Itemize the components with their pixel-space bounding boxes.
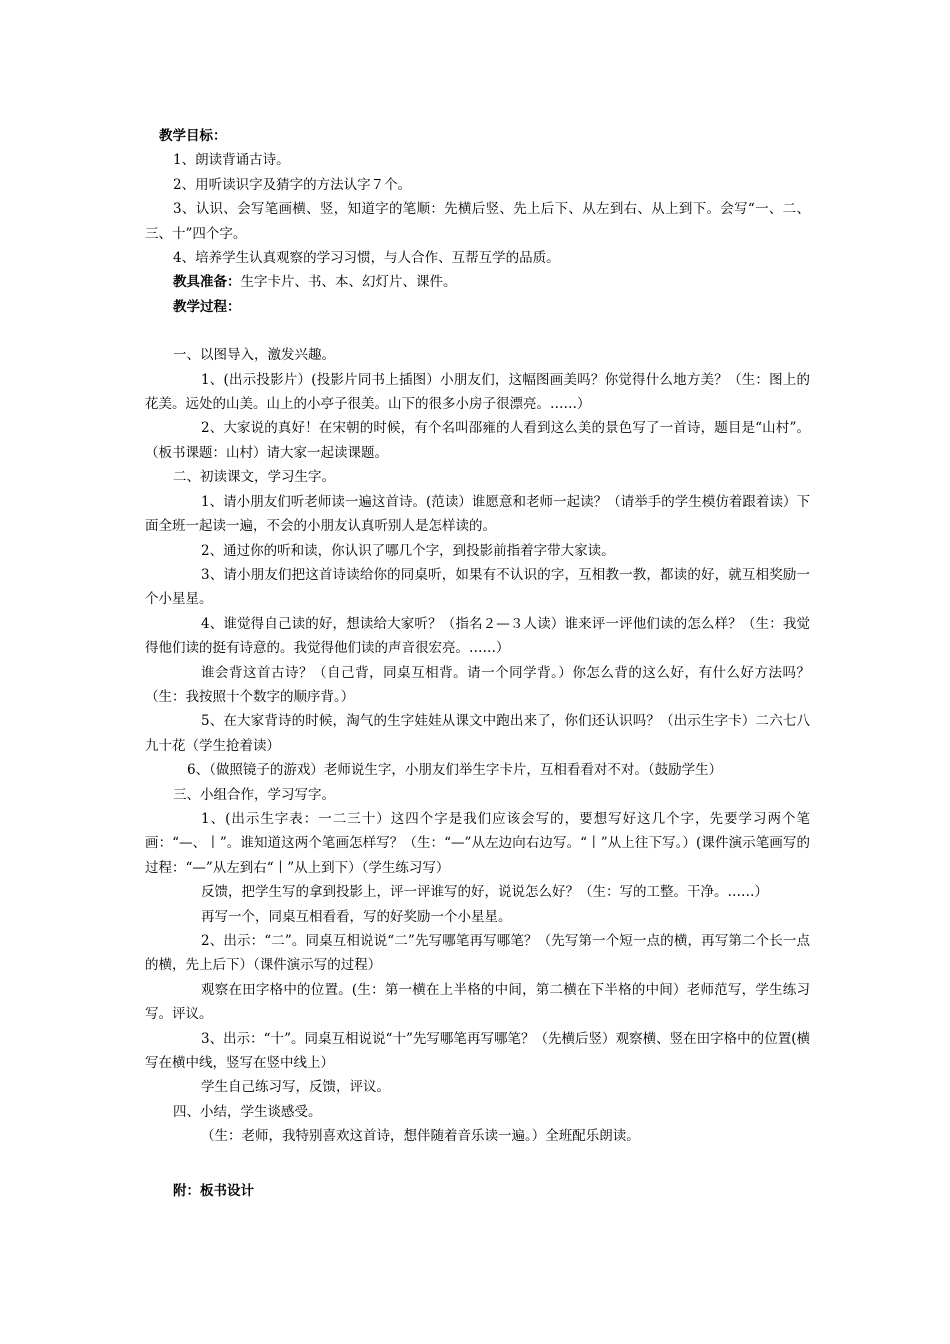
process-heading: 教学过程： <box>173 298 241 315</box>
appendix-heading: 附：板书设计 <box>173 1182 254 1199</box>
section-2-para-4: 4、谁觉得自己读的好，想读给大家听？（指名２—３人读）谁来评一评他们读的怎么样？（生：我觉得他们读的挺有诗意的。我觉得他们读的声音很宏亮。……） <box>145 615 810 657</box>
section-1-title: 一、以图导入，激发兴趣。 <box>173 347 335 364</box>
prep-line <box>145 270 810 294</box>
section-3-para-3b: 学生自己练习写，反馈，评议。 <box>201 1079 390 1096</box>
section-3-para-1c: 再写一个，同桌互相看看，写的好奖励一个小星星。 <box>201 908 512 925</box>
prep-label: 教具准备： <box>173 274 241 291</box>
section-2-para-6: 6、（做照镜子的游戏）老师说生字，小朋友们举生字卡片，互相看看对不对。（鼓励学生） <box>187 762 723 779</box>
section-2-title: 二、初读课文，学习生字。 <box>173 469 335 486</box>
spacer <box>145 319 810 343</box>
section-3-para-1: 1、(出示生字表：一二三十）这四个字是我们应该会写的，要想写好这几个字，先要学习两个笔画：“—、丨”。谁知道这两个笔画怎样写？（生：“—”从左边向右边写。“丨”从上往下写。）(课件演示笔画写的过程：“—”从左到右“丨”从上到下）（学生练习写） <box>145 810 810 876</box>
prep-text: 生字卡片、书、本、幻灯片、课件。 <box>240 274 457 291</box>
goal-item-3: 3、认识、会写笔画横、竖，知道字的笔顺：先横后竖、先上后下、从左到右、从上到下。会写“一、二、三、十”四个字。 <box>145 201 810 242</box>
goals-heading: 教学目标： <box>159 128 227 144</box>
section-4-para-1: （生：老师，我特别喜欢这首诗，想伴随着音乐读一遍。）全班配乐朗读。 <box>201 1128 640 1145</box>
goal-item-4: 4、培养学生认真观察的学习习惯，与人合作、互帮互学的品质。 <box>173 250 560 267</box>
section-3-para-1b: 反馈，把学生写的拿到投影上，评一评谁写的好，说说怎么好？（生：写的工整。干净。……） <box>201 884 768 901</box>
section-2-para-5: 5、在大家背诗的时候，淘气的生字娃娃从课文中跑出来了，你们还认识吗？（出示生字卡）二六七八九十花（学生抢着读） <box>145 713 810 754</box>
goal-item-2: 2、用听读识字及猜字的方法认字７个。 <box>173 176 412 193</box>
section-2-para-1: 1、请小朋友们听老师读一遍这首诗。(范读）谁愿意和老师一起读？（请举手的学生模仿着跟着读）下面全班一起读一遍，不会的小朋友认真听别人是怎样读的。 <box>145 493 810 535</box>
section-3-para-2: 2、出示：“二”。同桌互相说说“二”先写哪笔再写哪笔？（先写第一个短一点的横，再写第二个长一点的横，先上后下）（课件演示写的过程） <box>145 933 810 974</box>
section-4-title: 四、小结，学生谈感受。 <box>173 1103 322 1120</box>
section-2-para-4b: 谁会背这首古诗？（自己背，同桌互相背。请一个同学背。）你怎么背的这么好，有什么好方法吗？（生：我按照十个数字的顺序背。） <box>145 664 810 705</box>
section-1-para-2: 2、大家说的真好！在宋朝的时候，有个名叫邵雍的人看到这么美的景色写了一首诗，题目是“山村”。（板书课题：山村）请大家一起读课题。 <box>145 420 810 461</box>
spacer <box>145 1149 810 1179</box>
section-2-para-2: 2、通过你的听和读，你认识了哪几个字，到投影前指着字带大家读。 <box>201 542 615 559</box>
section-3-para-2b: 观察在田字格中的位置。(生：第一横在上半格的中间，第二横在下半格的中间）老师范写，学生练习写。评议。 <box>145 981 810 1023</box>
goal-item-1: 1、朗读背诵古诗。 <box>173 152 290 169</box>
document-body <box>145 124 810 1203</box>
section-1-para-1: 1、(出示投影片）(投影片同书上插图）小朋友们，这幅图画美吗？你觉得什么地方美？（生：图上的花美。远处的山美。山上的小亭子很美。山下的很多小房子很漂亮。……） <box>145 371 810 413</box>
section-2-para-3: 3、请小朋友们把这首诗读给你的同桌听，如果有不认识的字，互相教一教，都读的好，就互相奖励一个小星星。 <box>145 566 810 608</box>
section-3-para-3: 3、出示：“十”。同桌互相说说“十”先写哪笔再写哪笔？（先横后竖）观察横、竖在田字格中的位置(横写在横中线，竖写在竖中线上） <box>145 1030 810 1072</box>
section-3-title: 三、小组合作，学习写字。 <box>173 786 335 803</box>
